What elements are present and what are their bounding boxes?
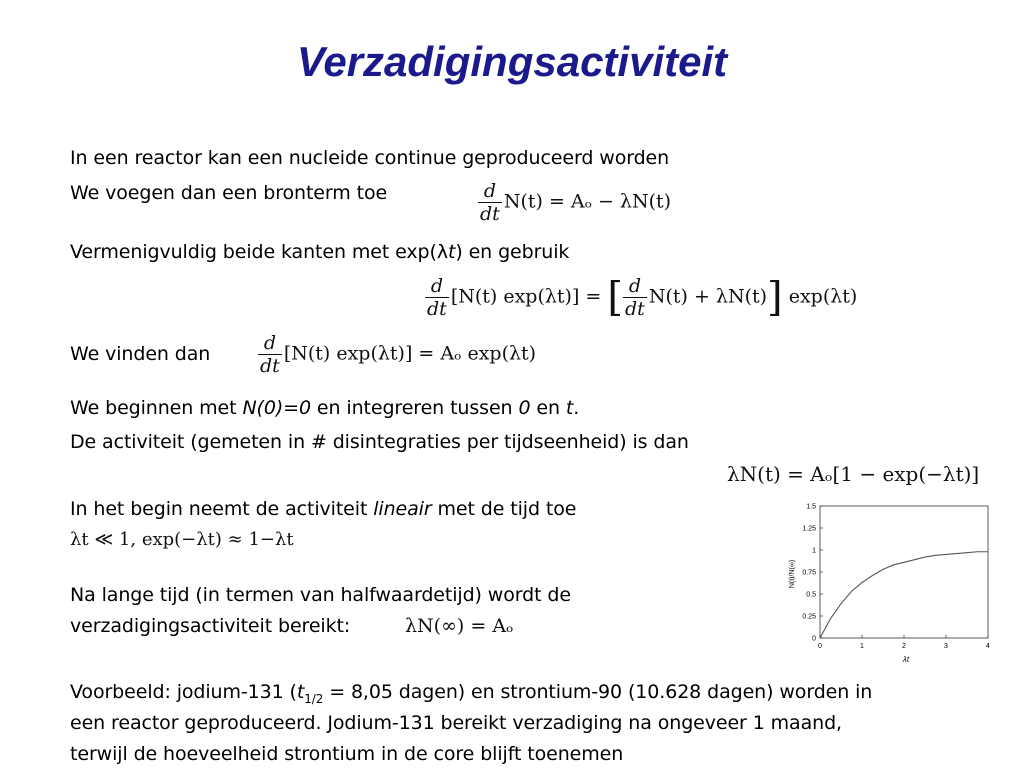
text-example-line-2: een reactor geproduceerd. Jodium-131 bereikt verzadiging na ongeveer 1 maand, [70, 712, 842, 734]
equation-activity: λN(t) = Aₒ[1 − exp(−λt)] [727, 462, 980, 486]
y-tick-label: 0 [812, 635, 816, 643]
text-line-we-vinden: We vinden dan [70, 343, 211, 365]
y-tick-label: 0.25 [802, 613, 816, 621]
text-line-linear: In het begin neemt de activiteit lineair met de tijd toe [70, 498, 577, 520]
equation-derivative-result: $\frac{d}{dt}$ [N(t) exp(λt)] = Aₒ exp(λt) [260, 332, 537, 377]
y-tick-label: 1 [812, 547, 816, 555]
equation-saturation: λN(∞) = Aₒ [405, 615, 514, 637]
text-example-line-3: terwijl de hoeveelheid strontium in de core blijft toenemen [70, 743, 624, 765]
text-line-saturation: verzadigingsactiviteit bereikt: [70, 615, 351, 637]
text-line-multiply: Vermenigvuldig beide kanten met exp(λt) en gebruik [70, 241, 570, 263]
y-axis-label: N(t)/N(∞) [789, 559, 796, 589]
x-axis-label: λt [902, 655, 910, 664]
slide-title: Verzadigingsactiviteit [296, 38, 728, 85]
x-tick-label: 0 [818, 643, 822, 650]
equation-source-term: $\frac{d}{dt}$ N(t) = Aₒ − λN(t) [480, 180, 672, 225]
y-tick-label: 1.25 [802, 525, 816, 533]
y-tick-label: 1.5 [806, 503, 816, 511]
x-tick-label: 4 [986, 643, 990, 650]
equation-product-rule: $\frac{d}{dt}$ [N(t) exp(λt)] = [ $\frac{d}{dt}$ N(t) + λN(t)] exp(λt) [427, 274, 858, 321]
equation-small-lambda-t: λt ≪ 1, exp(−λt) ≈ 1−λt [70, 529, 294, 550]
saturation-curve-chart [784, 496, 996, 668]
x-tick-label: 1 [860, 643, 864, 650]
text-line-reactor: In een reactor kan een nucleide continue geproduceerd worden [70, 147, 670, 169]
text-line-integrate: We beginnen met N(0)=0 en integreren tussen 0 en t. [70, 397, 580, 419]
y-tick-label: 0.75 [802, 569, 816, 577]
text-example-line-1: Voorbeeld: jodium-131 ($t_{1/2} = 8,05$ dagen) en strontium-90 (10.628 dagen) worden in [70, 681, 873, 706]
text-line-bronterm: We voegen dan een bronterm toe [70, 182, 388, 204]
text-line-long-time: Na lange tijd (in termen van halfwaardetijd) wordt de [70, 584, 571, 606]
x-tick-label: 3 [944, 643, 948, 650]
x-tick-label: 2 [902, 643, 906, 650]
text-line-activity: De activiteit (gemeten in # disintegraties per tijdseenheid) is dan [70, 431, 689, 453]
y-tick-label: 0.5 [806, 591, 816, 599]
